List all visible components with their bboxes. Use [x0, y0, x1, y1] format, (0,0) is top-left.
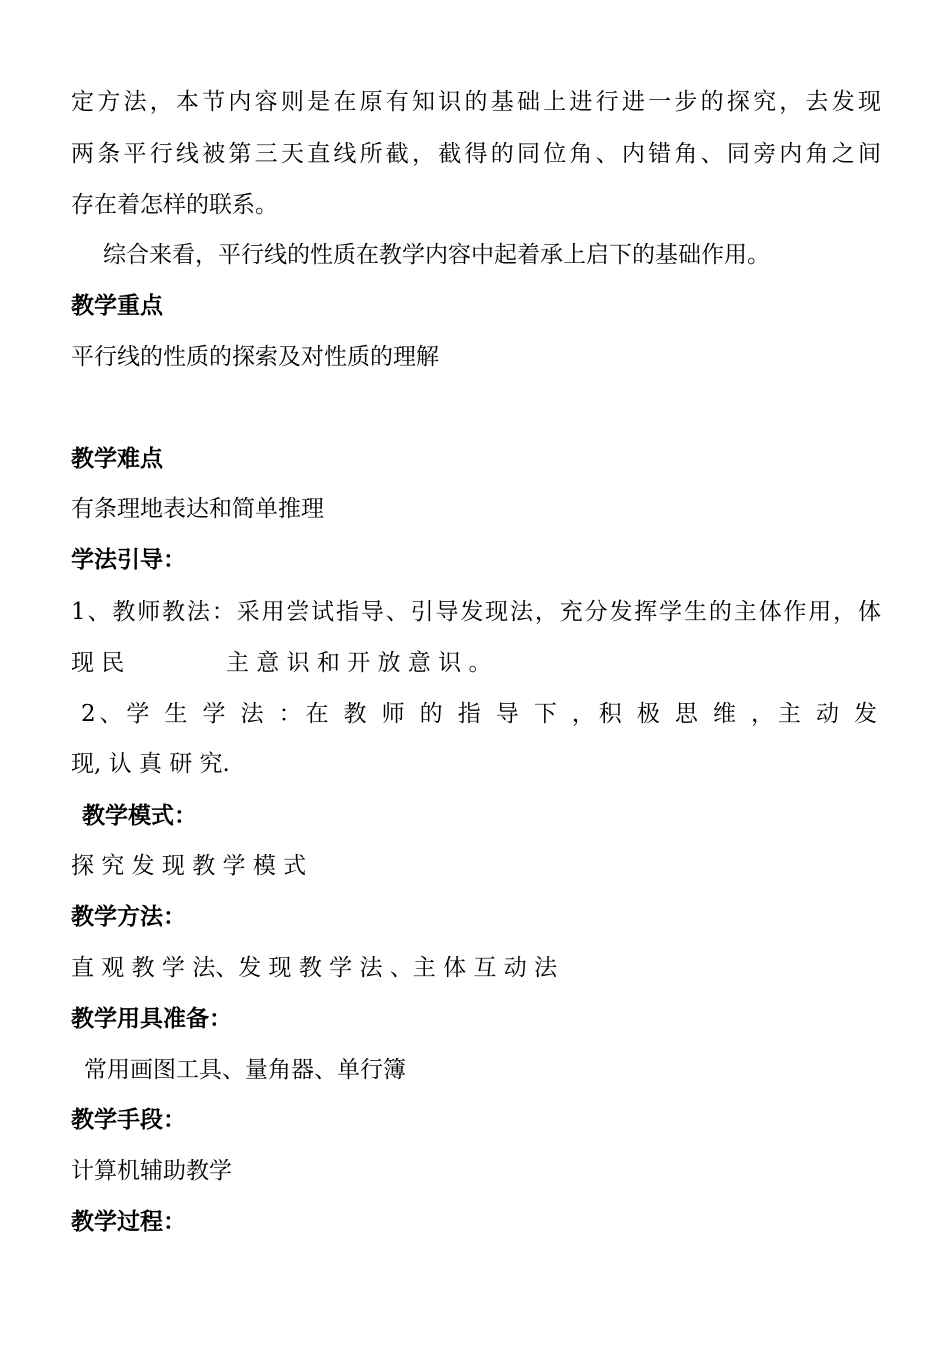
difficulty-heading: 教学难点	[71, 446, 163, 472]
means-heading: 教学手段：	[71, 1107, 186, 1133]
intro-line-1: 定方法，本节内容则是在原有知识的基础上进行进一步的探究，去发现	[71, 89, 881, 115]
key-point-heading: 教学重点	[71, 293, 163, 319]
means-text: 计算机辅助教学	[71, 1158, 232, 1184]
mode-heading: 教学模式：	[82, 803, 197, 829]
difficulty-text: 有条理地表达和简单推理	[71, 496, 324, 522]
intro-line-2: 两条平行线被第三天直线所截，截得的同位角、内错角、同旁内角之间	[71, 141, 881, 167]
tools-heading: 教学用具准备：	[71, 1006, 232, 1032]
intro-line-3: 存在着怎样的联系。	[71, 192, 278, 218]
mode-text: 探 究 发 现 教 学 模 式	[71, 853, 307, 879]
methods-text: 直 观 教 学 法、发 现 教 学 法 、主 体 互 动 法	[71, 955, 558, 981]
tools-text: 常用画图工具、量角器、单行簿	[84, 1057, 406, 1083]
intro-summary: 综合来看，平行线的性质在教学内容中起着承上启下的基础作用。	[103, 242, 770, 268]
process-heading: 教学过程：	[71, 1209, 186, 1235]
teacher-method-line-2a: 现 民	[71, 650, 125, 676]
study-guide-heading: 学法引导：	[71, 547, 186, 573]
teacher-method-line-2b: 主 意 识 和 开 放 意 识 。	[226, 650, 492, 676]
student-method-line-1: 2、学 生 学 法 ：在 教 师 的 指 导 下 ，积 极 思 维 ，主 动 发	[81, 701, 877, 727]
teacher-method-line-1: 1、教师教法：采用尝试指导、引导发现法，充分发挥学生的主体作用，体	[71, 599, 881, 625]
key-point-text: 平行线的性质的探索及对性质的理解	[71, 344, 439, 370]
student-method-line-2: 现, 认 真 研 究.	[71, 751, 230, 777]
methods-heading: 教学方法：	[71, 904, 186, 930]
